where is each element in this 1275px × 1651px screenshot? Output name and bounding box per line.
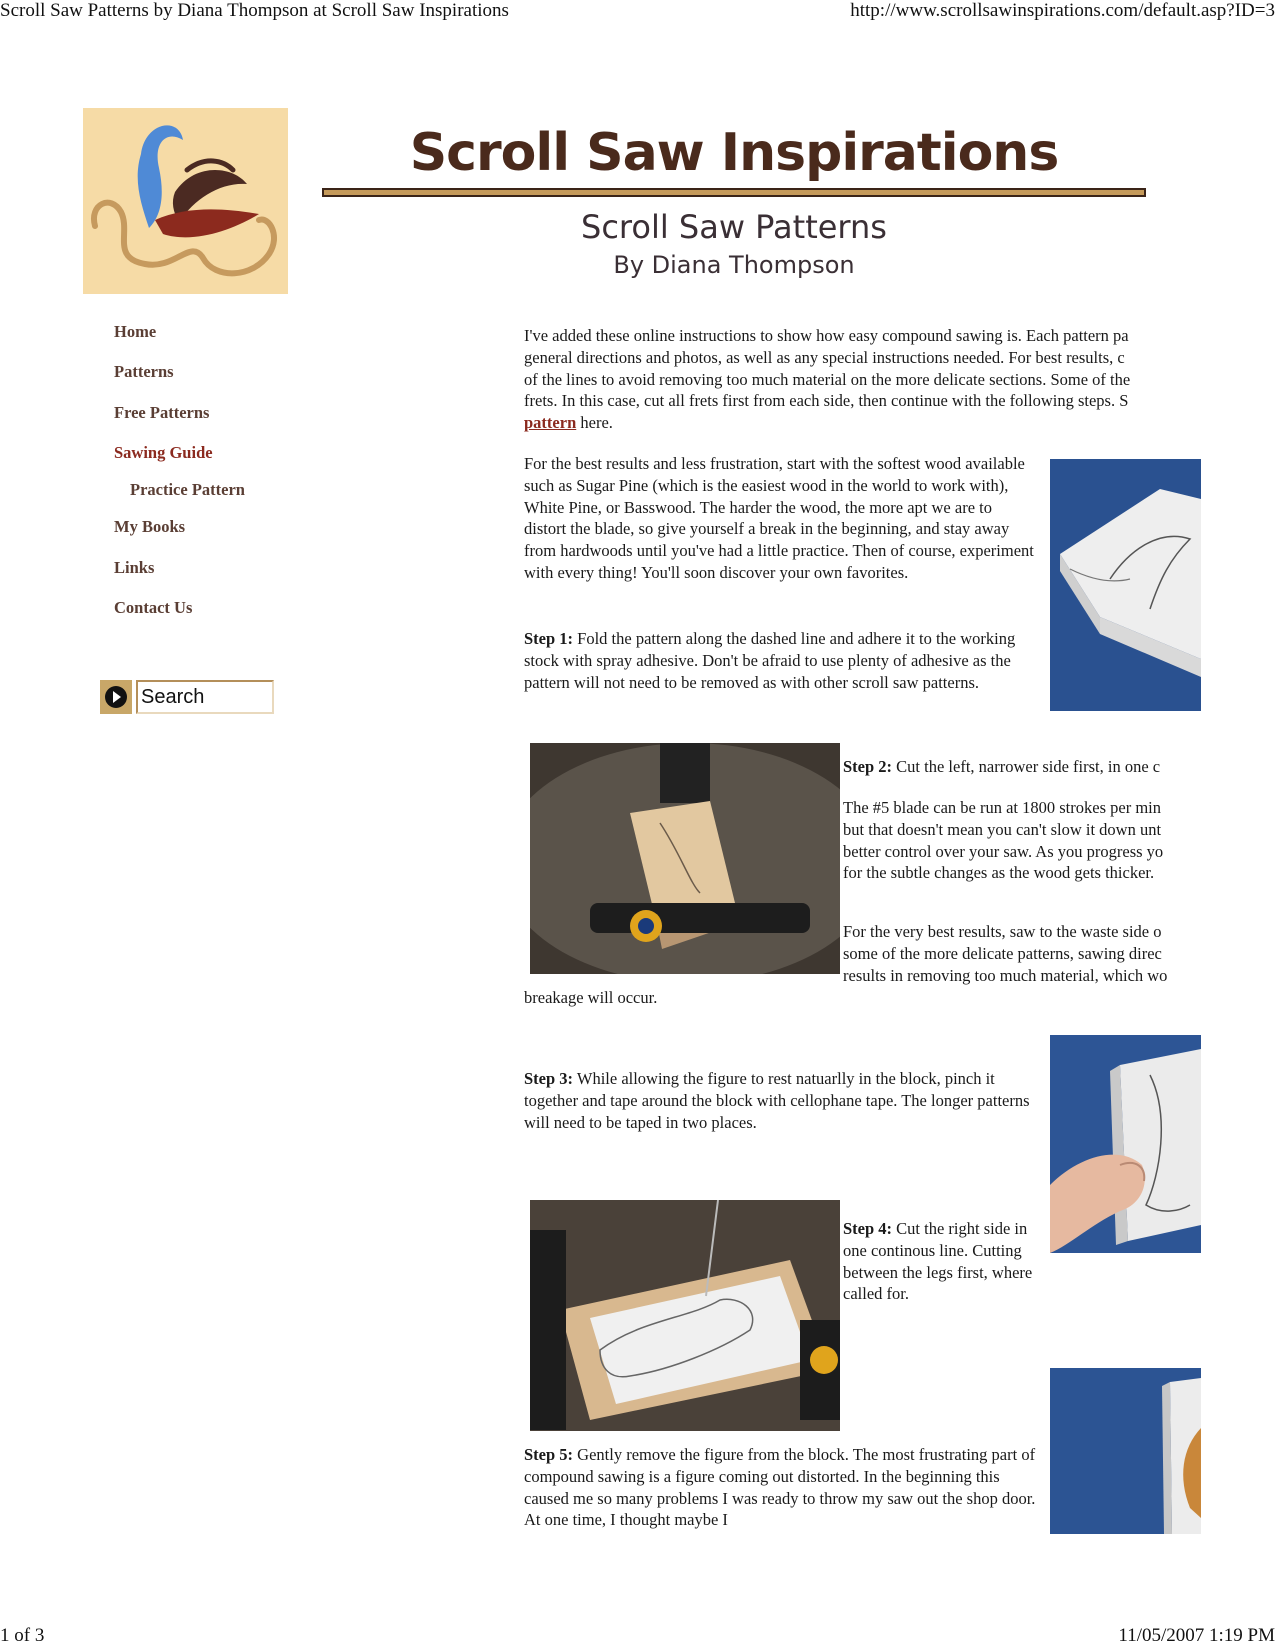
nav-item-patterns[interactable]: Patterns bbox=[114, 362, 174, 381]
search-box bbox=[100, 680, 270, 714]
photo-figure-removed-image bbox=[1050, 1368, 1201, 1534]
step-2-label: Step 2: bbox=[843, 757, 893, 776]
swan-logo-icon bbox=[83, 108, 288, 294]
step-3-paragraph bbox=[524, 1068, 1044, 1133]
photo-folded-pattern-image bbox=[1050, 459, 1201, 711]
photo-taped-block bbox=[1050, 1035, 1201, 1253]
photo-taped-block-image bbox=[1050, 1035, 1201, 1253]
photo-saw-cutting-image bbox=[530, 743, 840, 974]
intro-line: frets. In this case, cut all frets first from each side, then continue with the following steps. S bbox=[524, 391, 1129, 411]
nav-item-free-patterns[interactable]: Free Patterns bbox=[114, 403, 210, 422]
nav-item-practice-pattern[interactable]: Practice Pattern bbox=[130, 480, 245, 499]
search-button[interactable] bbox=[100, 680, 132, 714]
site-logo[interactable] bbox=[83, 108, 288, 294]
step-2-tail-line: breakage will occur. bbox=[524, 988, 658, 1007]
step-5-paragraph bbox=[524, 1444, 1039, 1531]
photo-right-side-cut-image bbox=[530, 1200, 840, 1431]
step-1-text: Fold the pattern along the dashed line and adhere it to the working stock with spray adhesive. Don't be afraid to use plenty of adhesive as the pattern will not need to be removed as with other scroll saw patterns. bbox=[524, 629, 1016, 692]
wood-paragraph: For the best results and less frustration, start with the softest wood available such as Sugar Pine (which is the easiest wood in the world to work with), White Pine, or Basswood. The harder the wood, the more apt we are to distort the blade, so give yourself a break in the beginning, and stay away from hardwoods until you've had a little practice. Then of course, experiment with every thing! You'll soon discover your own favorites. bbox=[524, 454, 1034, 582]
step-2-text: Cut the left, narrower side first, in one c bbox=[892, 757, 1161, 776]
page-count: 1 of 3 bbox=[0, 1625, 45, 1646]
photo-right-side-cut bbox=[530, 1200, 840, 1431]
intro-paragraph bbox=[524, 325, 1201, 434]
nav-item-sawing-guide[interactable]: Sawing Guide bbox=[114, 443, 213, 462]
page-author: By Diana Thompson bbox=[613, 251, 855, 279]
photo-folded-pattern bbox=[1050, 459, 1201, 711]
step-2-speed-paragraph bbox=[843, 797, 1201, 884]
step-2-line: better control over your saw. As you progress yo bbox=[843, 841, 1164, 861]
pattern-link[interactable]: pattern bbox=[524, 413, 577, 433]
site-title: Scroll Saw Inspirations bbox=[409, 123, 1059, 183]
intro-line-tail: here. bbox=[576, 413, 613, 433]
play-circle-icon bbox=[100, 680, 132, 714]
photo-figure-removed bbox=[1050, 1368, 1201, 1534]
step-2-waste-paragraph bbox=[843, 921, 1201, 986]
print-timestamp: 11/05/2007 1:19 PM bbox=[1118, 1625, 1275, 1646]
print-footer bbox=[0, 1625, 1275, 1649]
step-4-text: Cut the right side in one continous line. Cutting between the legs first, where called for. bbox=[843, 1219, 1033, 1304]
step-2-line: For the very best results, saw to the waste side o bbox=[843, 922, 1162, 941]
step-5-text: Gently remove the figure from the block. The most frustrating part of compound sawing is a figure coming out distorted. In the beginning this caused me so many problems I was ready to throw my saw out the shop door. At one time, I thought maybe I bbox=[524, 1445, 1036, 1530]
step-2-line: some of the more delicate patterns, sawing direc bbox=[843, 943, 1162, 963]
intro-line: I've added these online instructions to show how easy compound sawing is. Each pattern pa bbox=[524, 326, 1129, 345]
step-3-text: While allowing the figure to rest natuarlly in the block, pinch it together and tape around the block with cellophane tape. The longer patterns will need to be taped in two places. bbox=[524, 1069, 1030, 1132]
step-5-label: Step 5: bbox=[524, 1445, 574, 1464]
nav-item-home[interactable]: Home bbox=[114, 322, 157, 341]
step-2-line: for the subtle changes as the wood gets thicker. bbox=[843, 863, 1155, 883]
print-url: http://www.scrollsawinspirations.com/default.asp?ID=3 bbox=[850, 0, 1275, 21]
nav-item-links[interactable]: Links bbox=[114, 558, 155, 577]
step-2-paragraph bbox=[843, 756, 1201, 778]
nav-item-my-books[interactable]: My Books bbox=[114, 517, 186, 536]
step-2-line: The #5 blade can be run at 1800 strokes per min bbox=[843, 798, 1161, 817]
step-1-label: Step 1: bbox=[524, 629, 574, 648]
step-1-paragraph bbox=[524, 628, 1024, 693]
main-content bbox=[524, 0, 1201, 1540]
step-4-label: Step 4: bbox=[843, 1219, 893, 1238]
nav-item-contact-us[interactable]: Contact Us bbox=[114, 598, 193, 617]
step-2-line: results in removing too much material, which wo bbox=[843, 965, 1168, 985]
photo-saw-cutting bbox=[530, 743, 840, 974]
intro-line: general directions and photos, as well as any special instructions needed. For best results, c bbox=[524, 347, 1125, 367]
intro-line: of the lines to avoid removing too much material on the more delicate sections. Some of the bbox=[524, 369, 1131, 389]
search-input[interactable] bbox=[136, 680, 274, 714]
print-page-title: Scroll Saw Patterns by Diana Thompson at Scroll Saw Inspirations bbox=[0, 0, 509, 21]
page-subtitle: Scroll Saw Patterns bbox=[581, 208, 887, 246]
step-3-label: Step 3: bbox=[524, 1069, 574, 1088]
step-4-paragraph bbox=[843, 1218, 1043, 1305]
step-2-line: but that doesn't mean you can't slow it down unt bbox=[843, 819, 1162, 839]
